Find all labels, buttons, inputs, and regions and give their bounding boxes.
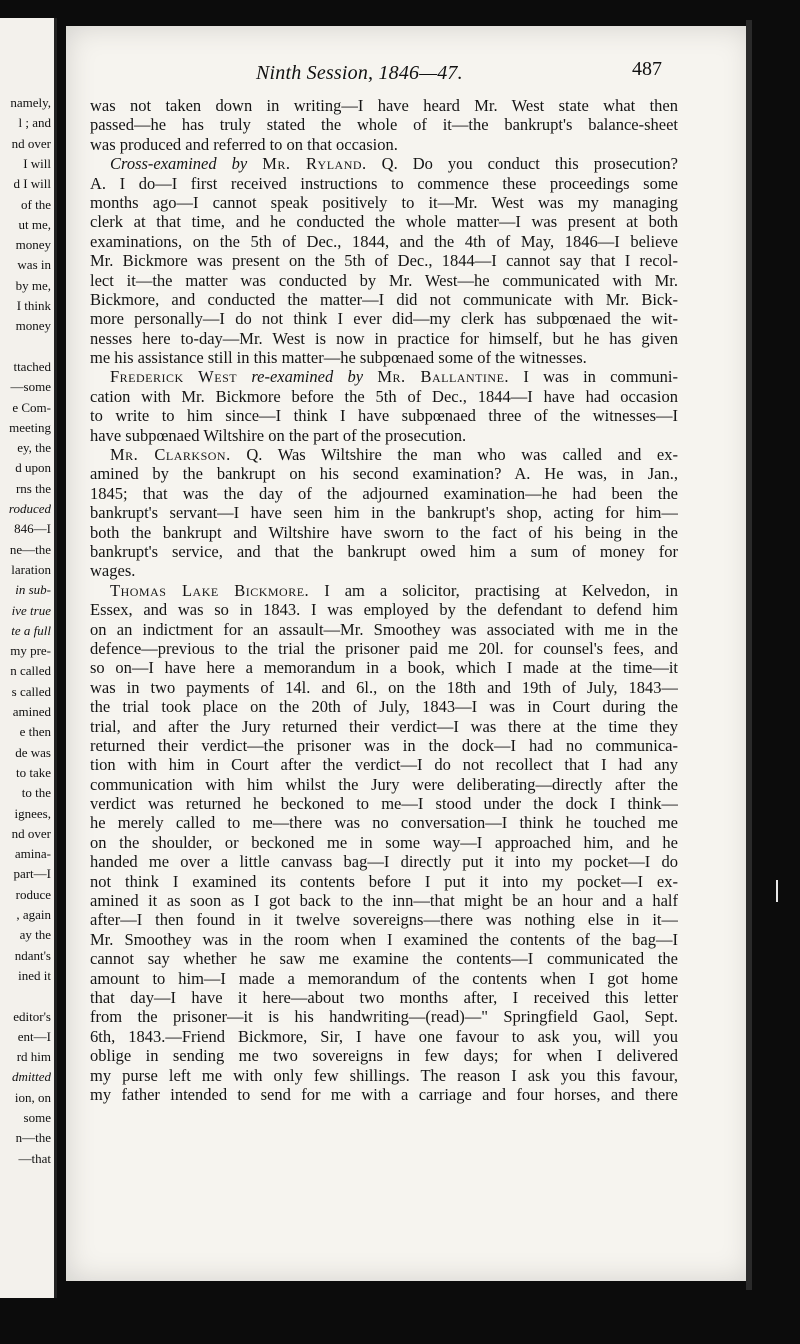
book-page — [66, 26, 752, 1281]
facing-page-line: rns the — [15, 480, 51, 496]
text-run: was not taken down in writing—I have heard Mr. West state what then — [90, 96, 678, 115]
text-line — [90, 367, 678, 386]
page-header — [66, 58, 752, 92]
text-run: amount to him—I made a memorandum of the contents when I got home — [90, 968, 678, 988]
text-line — [90, 212, 678, 231]
text-run: Mr. Bickmore was present on the 5th of Dec., 1844—I cannot say that I recol- — [90, 251, 678, 271]
facing-page-line: ive true — [11, 602, 51, 618]
facing-page-line: e then — [19, 724, 51, 740]
facing-page-line: of the — [21, 196, 51, 212]
facing-page-line: my pre- — [10, 643, 51, 659]
text-run: wages. — [90, 561, 136, 581]
text-line — [90, 154, 678, 173]
text-line — [90, 697, 678, 716]
text-line — [90, 872, 678, 891]
facing-page-line: laration — [11, 561, 51, 577]
text-run: was produced and referred to on that occasion. — [90, 134, 398, 154]
facing-page-line: editor's — [13, 1008, 51, 1024]
facing-page-line: money — [15, 237, 51, 253]
text-run: on an indictment for an assault—Mr. Smoothey was associated with me in the — [90, 619, 678, 639]
text-line — [90, 445, 678, 464]
text-run: examinations, on the 5th of Dec., 1844, and the 4th of May, 1846—I believe — [90, 231, 678, 251]
text-line — [90, 658, 678, 677]
facing-page-line: I think — [16, 298, 51, 313]
text-line — [90, 639, 678, 658]
text-line — [90, 910, 678, 929]
text-line — [90, 271, 678, 290]
text-line — [90, 193, 678, 212]
text-line — [90, 387, 678, 406]
text-run: Bickmore, and conducted the matter—I did not communicate with Mr. Bick- — [90, 289, 678, 309]
text-run: Q. Do you conduct this prosecution? — [366, 154, 678, 174]
text-line — [90, 406, 678, 425]
text-line — [90, 600, 678, 619]
facing-page-line: was in — [17, 257, 51, 273]
text-line — [90, 290, 678, 309]
text-run: Mr. Clarkson. — [110, 445, 231, 465]
text-line — [90, 813, 678, 832]
scan-mark — [776, 880, 778, 902]
text-run: have subpœnaed Wiltshire on the part of the prosecution. — [90, 425, 467, 445]
facing-page-line: nd over — [11, 135, 51, 151]
facing-page-line: in sub- — [15, 582, 51, 598]
text-line — [90, 329, 678, 348]
text-run: amined by the bankrupt on his second examination? A. He was, in Jan., — [90, 464, 678, 484]
page-number: 487 — [632, 58, 662, 80]
text-run: Cross-examined by — [110, 154, 248, 174]
text-line — [90, 542, 678, 561]
text-run: 1845; that was the day of the adjourned examination—he had been the — [90, 483, 678, 503]
text-run: bankrupt's servant—I have seen him in the bankrupt's shop, acting for him— — [90, 503, 678, 523]
text-line — [90, 503, 678, 522]
text-run: that day—I have it here—about two months after, I received this letter — [90, 987, 678, 1007]
text-run: months ago—I cannot speak positively to it—Mr. West was my managing — [90, 192, 678, 212]
text-run: passed—he has truly stated the whole of it—the bankrupt's balance-sheet — [90, 115, 678, 135]
facing-page-line: ut me, — [18, 216, 51, 232]
text-run: trial, and after the Jury returned their verdict—I was there at the time they — [90, 716, 678, 736]
facing-page-line: nd over — [11, 825, 51, 841]
facing-page-line: 846—I — [14, 521, 51, 537]
text-run: communication with him whilst the Jury were deliberating—directly after the — [90, 774, 678, 794]
text-line — [90, 775, 678, 794]
facing-page-line: roduce — [15, 886, 51, 902]
text-line — [90, 348, 678, 367]
text-line — [90, 891, 678, 910]
text-line — [90, 988, 678, 1007]
facing-page-line: rd him — [16, 1049, 51, 1065]
facing-page-line: s called — [11, 683, 51, 699]
text-run: bankrupt's service, and that the bankrupt owed him a sum of money for — [90, 541, 678, 561]
facing-page-line: ttached — [13, 358, 51, 374]
text-run: my purse left me with only few shillings. The reason I ask you this favour, — [90, 1065, 678, 1085]
facing-page-line: —some — [10, 379, 51, 395]
text-line — [90, 833, 678, 852]
facing-page-line: namely, — [10, 95, 51, 110]
text-run: was in two payments of 14l. and 6l., on the 18th and 19th of July, 1843— — [90, 677, 678, 697]
text-line — [90, 174, 678, 193]
text-line — [90, 794, 678, 813]
text-run: me his assistance still in this matter—he subpœnaed some of the witnesses. — [90, 348, 587, 368]
text-run: tion with him in Court after the verdict—I do not recollect that I had any — [90, 755, 678, 775]
text-run: after—I then found in it twelve sovereigns—there was nothing else in it— — [90, 910, 678, 930]
facing-page-line: by me, — [15, 277, 51, 293]
text-run: Essex, and was so in 1843. I was employed by the defendant to defend him — [90, 600, 678, 620]
text-run: Mr. Ryland. — [262, 154, 367, 174]
facing-page-line: ay the — [19, 927, 51, 943]
facing-page-line: ined it — [18, 967, 51, 983]
facing-page-line: , again — [16, 907, 51, 922]
text-line — [90, 309, 678, 328]
text-line — [90, 1046, 678, 1065]
text-run: on the shoulder, or beckoned me in some way—I approached him, and he — [90, 832, 678, 852]
text-line — [90, 523, 678, 542]
facing-page-line: ignees, — [14, 805, 51, 821]
facing-page-line: to take — [15, 764, 51, 780]
running-head: Ninth Session, 1846—47. — [256, 62, 463, 84]
text-run: cation with Mr. Bickmore before the 5th of Dec., 1844—I have had occasion — [90, 386, 678, 406]
text-line — [90, 678, 678, 697]
text-line — [90, 1066, 678, 1085]
facing-page-line: ne—the — [9, 541, 51, 557]
text-run: the trial took place on the 20th of July, 1843—I was in Court during the — [90, 697, 678, 717]
facing-page-line: meeting — [9, 419, 51, 435]
text-run: defence—previous to the trial the prisoner paid me 20l. for counsel's fees, and — [90, 638, 678, 658]
text-run: not think I examined its contents before I put it into my pocket—I ex- — [90, 871, 678, 891]
text-line — [90, 620, 678, 639]
text-run: A. I do—I first received instructions to commence these proceedings some — [90, 173, 678, 193]
text-run: returned their verdict—the prisoner was in the dock—I had no communica- — [90, 735, 678, 755]
text-run: 6th, 1843.—Friend Bickmore, Sir, I have one favour to ask you, will you — [90, 1026, 678, 1046]
text-run: Mr. Smoothey was in the room when I examined the contents of the bag—I — [90, 929, 678, 949]
text-line — [90, 930, 678, 949]
facing-page-fragment — [0, 18, 57, 1298]
facing-page-line: money — [15, 318, 51, 334]
facing-page-line: amined — [12, 704, 51, 719]
text-run: clerk at that time, and he conducted the whole matter—I was present at both — [90, 212, 678, 232]
facing-page-line: l ; and — [18, 115, 51, 131]
text-run: lect it—the matter was conducted by Mr. West—he communicated with Mr. — [90, 270, 678, 290]
text-line — [90, 561, 678, 580]
text-run: nesses here to-day—Mr. West is now in practice for himself, but he has given — [90, 328, 678, 348]
text-line — [90, 484, 678, 503]
facing-page-line: some — [23, 1110, 51, 1125]
facing-page-line: d upon — [15, 460, 51, 476]
text-line — [90, 949, 678, 968]
facing-page-line: dmitted — [12, 1069, 51, 1085]
text-line — [90, 96, 678, 115]
text-run: oblige in sending me two sovereigns in few days; for when I delivered — [90, 1046, 678, 1066]
facing-page-line: ent—I — [17, 1028, 51, 1044]
text-line — [90, 135, 678, 154]
page-edge — [746, 20, 752, 1290]
text-line — [90, 581, 678, 600]
text-run: I am a solicitor, practising at Kelvedon, in — [309, 580, 678, 600]
facing-page-line: ion, on — [14, 1089, 51, 1105]
text-run: amined it as soon as I got back to the inn—that might be an hour and a half — [90, 891, 678, 911]
facing-page-line: d I will — [13, 176, 51, 192]
facing-page-line: n called — [10, 663, 51, 679]
text-run: Frederick West — [110, 367, 238, 387]
text-run: both the bankrupt and Wiltshire have sworn to the fact of his being in the — [90, 522, 678, 542]
text-run: verdict was returned he beckoned to me—I stood under the dock I think— — [90, 794, 678, 814]
facing-page-line: e Com- — [12, 399, 51, 415]
text-run: I was in communi- — [509, 367, 678, 387]
text-line — [90, 755, 678, 774]
body-text — [90, 96, 678, 1104]
facing-page-line: ndant's — [14, 947, 51, 963]
text-run: Thomas Lake Bickmore. — [110, 580, 310, 600]
text-run: more personally—I do not think I ever did—my clerk has subpœnaed the wit- — [90, 309, 678, 329]
facing-page-line: n—the — [15, 1130, 51, 1146]
text-run: he merely called to me—there was no conversation—I think he touched me — [90, 813, 678, 833]
text-run: Q. Was Wiltshire the man who was called and ex- — [230, 445, 678, 465]
text-run: so on—I have here a memorandum in a book, which I made at the time—it — [90, 658, 678, 678]
text-line — [90, 1085, 678, 1104]
text-line — [90, 717, 678, 736]
text-line — [90, 1027, 678, 1046]
text-run: cannot say whether he saw me examine the contents—I communicated the — [90, 949, 678, 969]
text-run: Mr. Ballantine. — [377, 367, 510, 387]
text-run: my father intended to send for me with a carriage and four horses, and there — [90, 1084, 678, 1104]
text-line — [90, 232, 678, 251]
text-line — [90, 426, 678, 445]
text-run: re-examined by — [237, 367, 378, 387]
text-line — [90, 969, 678, 988]
text-line — [90, 115, 678, 134]
facing-page-line: to the — [21, 785, 51, 801]
facing-page-line: de was — [15, 744, 51, 760]
text-run: handed me over a little canvass bag—I directly put it into my pocket—I do — [90, 852, 678, 872]
facing-page-line: part—I — [13, 866, 51, 882]
text-line — [90, 464, 678, 483]
facing-page-line: amina- — [14, 846, 51, 862]
facing-page-line: te a full — [11, 622, 51, 638]
facing-page-line: roduced — [8, 501, 51, 516]
facing-page-line: I will — [23, 155, 51, 171]
text-run: to write to him since—I think I have subpœnaed three of the witnesses—I — [90, 406, 678, 426]
text-line — [90, 852, 678, 871]
facing-page-line: —that — [18, 1150, 51, 1166]
facing-page-line: ey, the — [17, 440, 51, 456]
text-line — [90, 736, 678, 755]
text-line — [90, 251, 678, 270]
text-run: from the prisoner—it is his handwriting—(read)—" Springfield Gaol, Sept. — [90, 1007, 678, 1027]
text-line — [90, 1007, 678, 1026]
